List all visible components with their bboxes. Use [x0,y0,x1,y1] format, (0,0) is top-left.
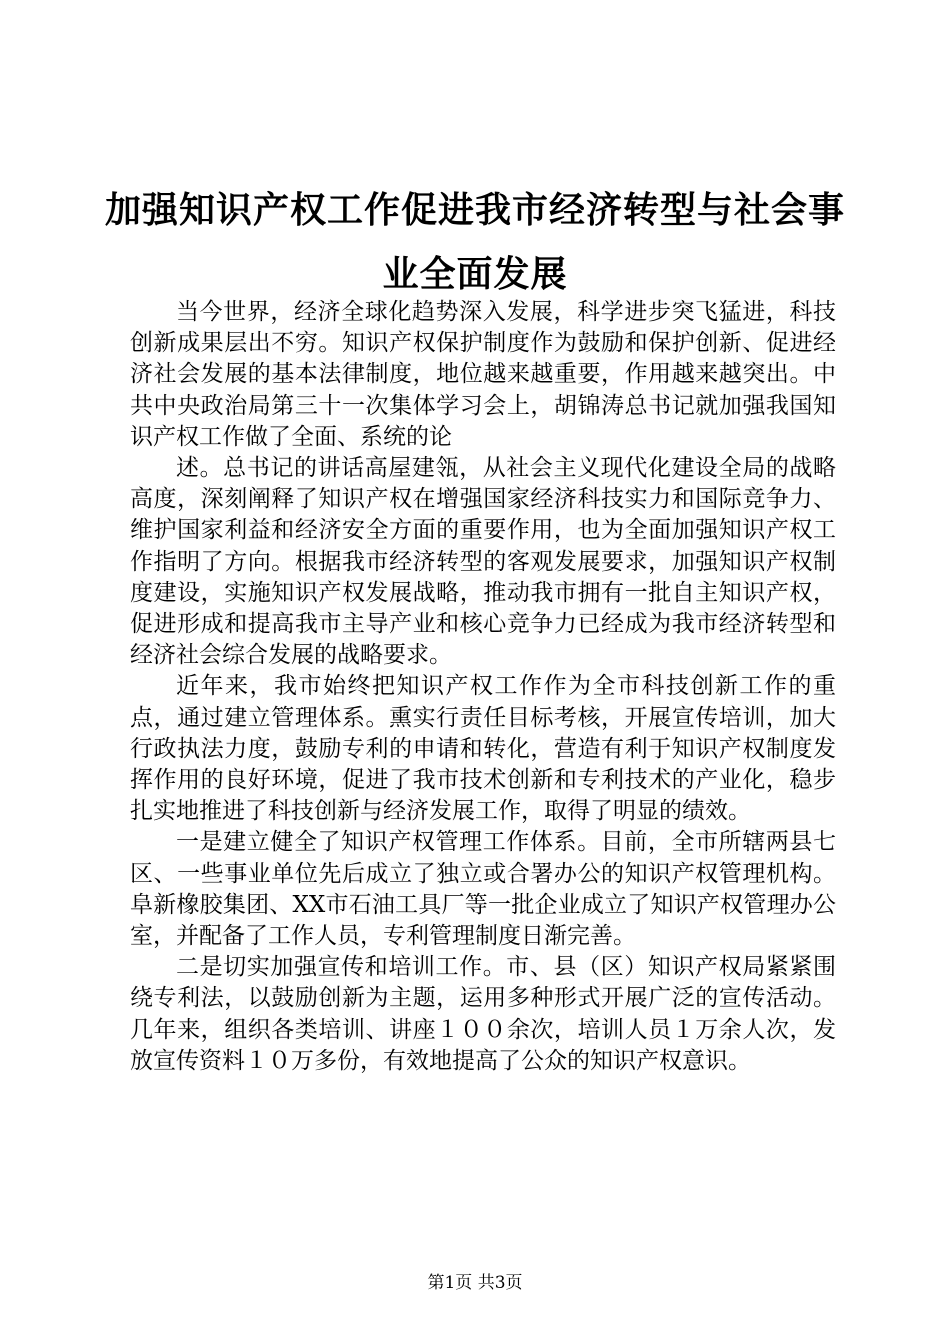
page-number-footer: 第1页 共3页 [427,1273,523,1293]
document-body [130,297,836,1077]
paragraph: 二是切实加强宣传和培训工作。市、县（区）知识产权局紧紧围绕专利法，以鼓励创新为主题，运用多种形式开展广泛的宣传活动。几年来，组织各类培训、讲座１００余次，培训人员１万余人次，发放宣传资料１０万多份，有效地提高了公众的知识产权意识。 [130,954,836,1074]
paragraph: 述。总书记的讲话高屋建瓴，从社会主义现代化建设全局的战略高度，深刻阐释了知识产权在增强国家经济科技实力和国际竞争力、维护国家利益和经济安全方面的重要作用，也为全面加强知识产权工作指明了方向。根据我市经济转型的客观发展要求，加强知识产权制度建设，实施知识产权发展战略，推动我市拥有一批自主知识产权，促进形成和提高我市主导产业和核心竞争力已经成为我市经济转型和经济社会综合发展的战略要求。 [130,455,836,669]
paragraph: 一是建立健全了知识产权管理工作体系。目前，全市所辖两县七区、一些事业单位先后成立了独立或合署办公的知识产权管理机构。阜新橡胶集团、XX市石油工具厂等一批企业成立了知识产权管理办公室，并配备了工作人员，专利管理制度日渐完善。 [130,829,836,950]
paragraph: 近年来，我市始终把知识产权工作作为全市科技创新工作的重点，通过建立管理体系。熏实行责任目标考核，开展宣传培训，加大行政执法力度，鼓励专利的申请和转化，营造有利于知识产权制度发挥作用的良好环境，促进了我市技术创新和专利技术的产业化，稳步扎实地推进了科技创新与经济发展工作，取得了明显的绩效。 [130,673,836,825]
paragraph: 当今世界，经济全球化趋势深入发展，科学进步突飞猛进，科技创新成果层出不穷。知识产权保护制度作为鼓励和保护创新、促进经济社会发展的基本法律制度，地位越来越重要，作用越来越突出。中共中央政治局第三十一次集体学习会上，胡锦涛总书记就加强我国知识产权工作做了全面、系统的论 [130,299,836,450]
document-title: 加强知识产权工作促进我市经济转型与社会事业全面发展 [104,189,845,295]
